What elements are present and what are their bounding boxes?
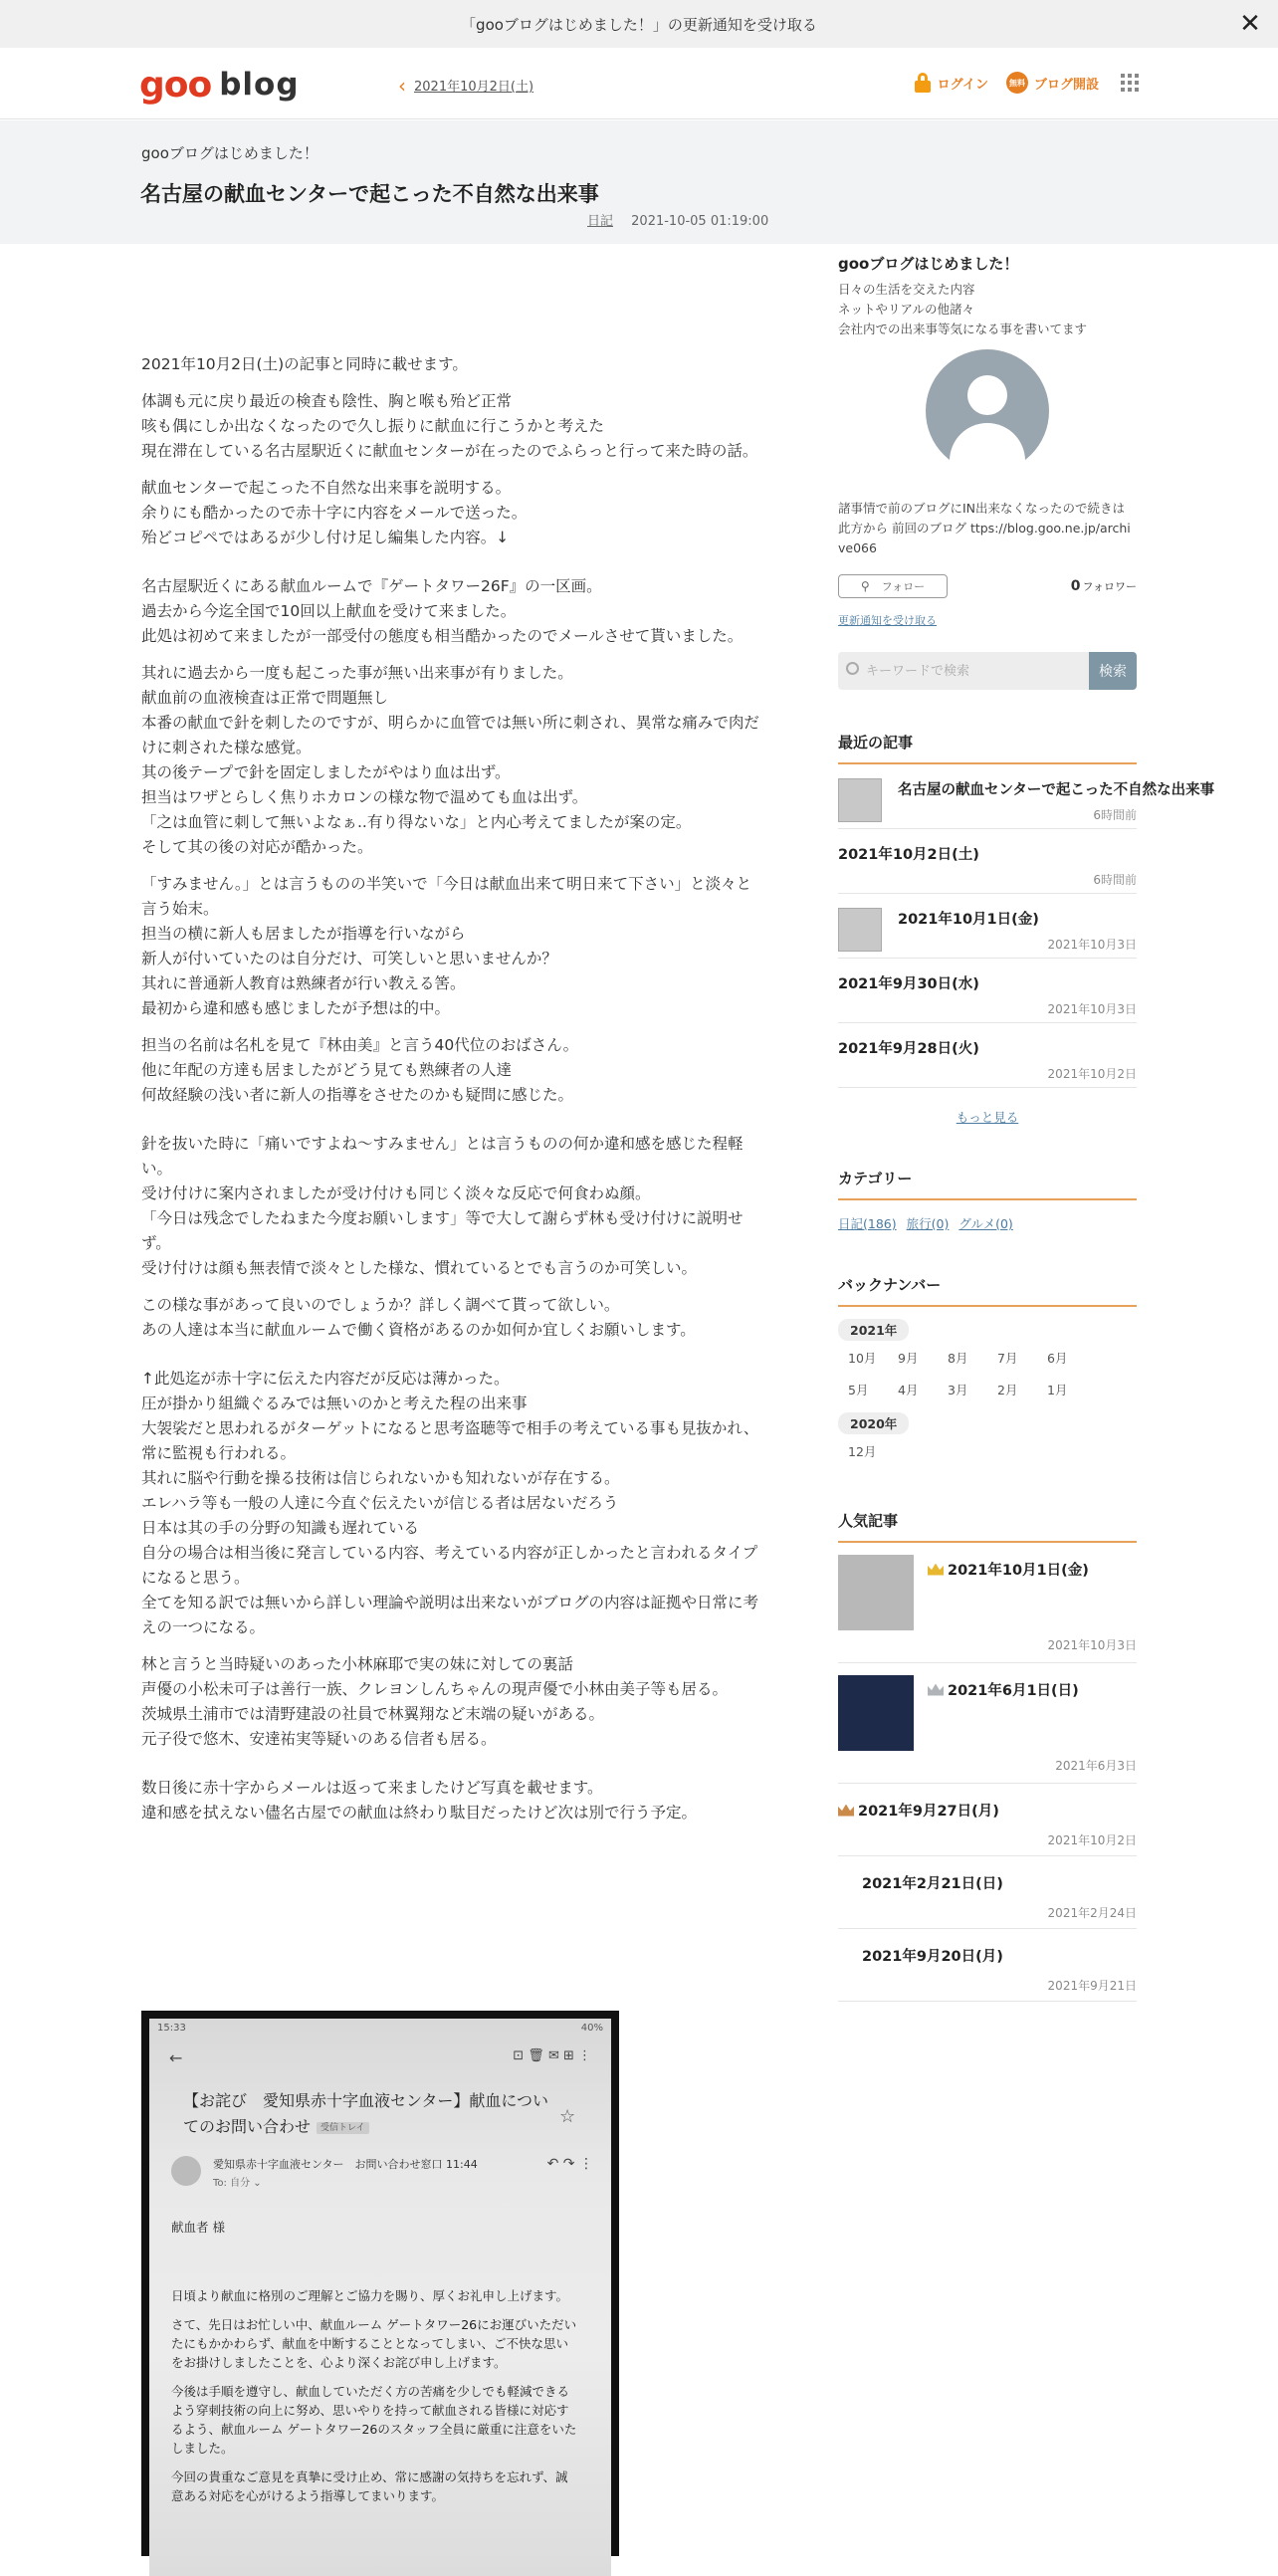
chevron-left-icon: ‹ xyxy=(398,73,406,98)
category-list xyxy=(838,1214,1137,1232)
month-link[interactable]: 8月 xyxy=(948,1351,968,1366)
popular-post-title[interactable] xyxy=(862,1872,1003,1893)
email-screenshot-photo xyxy=(141,2011,619,2556)
more-link[interactable]: もっと見る xyxy=(956,1110,1019,1125)
search-icon xyxy=(846,662,859,675)
sidebar xyxy=(838,253,1215,2002)
recent-post-date: 2021年10月3日 xyxy=(1047,1002,1137,1016)
backnumber-title: バックナンバー xyxy=(838,1274,1137,1307)
recent-post-item[interactable] xyxy=(838,1023,1137,1088)
article-paragraph: この様な事があって良いのでしょうか？詳しく調べて貰って欲しい。 あの人達は本当に献血ルームで働く資格があるのか如何か宜しくお願いします。 xyxy=(141,1296,696,1339)
recent-post-title[interactable]: 2021年9月28日(火) xyxy=(838,1041,979,1057)
post-datetime: 2021-10-05 01:19:00 xyxy=(631,214,769,229)
recent-post-date: 6時間前 xyxy=(1093,808,1137,822)
recent-post-title[interactable]: 2021年10月1日(金) xyxy=(898,912,1039,928)
mail-paragraph: 今回の貴重なご意見を真摯に受け止め、常に感謝の気持ちを忘れず、誠意ある対応を心がけるよう指導してまいります。 xyxy=(171,2469,568,2503)
category-title: カテゴリー xyxy=(838,1168,1137,1200)
article-paragraph: 献血センターで起こった不自然な出来事を説明する。 余りにも酷かったので赤十字に内容をメールで送った。 殆どコピペではあるが少し付け足し編集した内容。↓ xyxy=(141,479,528,546)
notify-link[interactable]: 更新通知を受け取る xyxy=(838,614,937,627)
page-title: 名古屋の献血センターで起こった不自然な出来事 xyxy=(140,182,599,206)
post-category-link[interactable]: 日記 xyxy=(587,214,614,229)
recent-post-item[interactable] xyxy=(838,764,1215,829)
month-link[interactable]: 6月 xyxy=(1047,1351,1068,1366)
popular-post-title[interactable] xyxy=(928,1679,1079,1700)
month-list xyxy=(848,1349,1137,1412)
avatar[interactable] xyxy=(926,349,1049,473)
crown-icon xyxy=(928,1684,944,1696)
post-thumbnail[interactable] xyxy=(838,1675,914,1751)
mail-paragraph: 今後は手順を遵守し、献血していただく方の苦痛を少しでも軽減できるよう穿刺技術の向上に努め、思いやりを持って献血される皆様に対応するよう、献血ルーム ゲートタワー26のスタッフ全員に厳重に注意をいたしました。 xyxy=(171,2384,577,2456)
update-notify-bar[interactable] xyxy=(0,0,1278,48)
article-paragraph: 2021年10月2日(土)の記事と同時に載せます。 xyxy=(141,355,468,373)
free-badge-icon: 無料 xyxy=(1006,72,1028,94)
popular-post-title[interactable] xyxy=(862,1945,1003,1966)
month-link[interactable]: 10月 xyxy=(848,1351,877,1366)
popular-post-date: 2021年9月21日 xyxy=(1047,1979,1137,1993)
mail-body xyxy=(171,2218,579,2515)
mail-subject: 【お詫び 愛知県赤十字血液センター】献血についてのお問い合わせ 受信トレイ xyxy=(183,2091,549,2136)
month-link[interactable]: 2月 xyxy=(997,1383,1018,1397)
recent-post-date: 6時間前 xyxy=(1093,873,1137,887)
login-link[interactable]: ログイン xyxy=(914,73,988,93)
blog-description: 日々の生活を交えた内容 ネットやリアルの他諸々 会社内での出来事等気になる事を書いてます xyxy=(838,282,1088,336)
article-paragraph: ↑此処迄が赤十字に伝えた内容だが反応は薄かった。 圧が掛かり組織ぐるみでは無いのかと考えた程の出来事 大袈裟だと思われるがターゲットになると思考盗聴等で相手の考えている事も見抜かれ、常に監視も行われる。 其れに脳や行動を操る技術は信じられないかも知れないが存在する。 エレハラ等も一般の人達に今直ぐ伝えたいが信じる者は居ないだろう 日本は其の手の分野の知識も遅れている 自分の場合は相当後に発言している内容、考えている内容が正しかったと言われるタイプになると思う。 全てを知る訳では無いから詳しい理論や説明は出来ないがブログの内容は証拠や日常に考えの一つになる。 xyxy=(141,1370,759,1636)
mail-sender: 愛知県赤十字血液センター お問い合わせ窓口 11:44 To: 自分 ⌄ ↶ ↷ ⋮ xyxy=(171,2154,601,2194)
month-link[interactable]: 12月 xyxy=(848,1444,877,1459)
article-paragraph: 針を抜いた時に「痛いですよね～すみません」とは言うものの何か違和感を感じた程軽い。 受け付けに案内されましたが受け付けも同じく淡々な反応で何食わぬ顔。 「今日は残念でしたねまた今度お願いします」等で大して謝らず林も受け付けに説明せず。 受け付けは顔も無表情で淡々とした様な、慣れているとでも言うのか可笑しい。 xyxy=(141,1135,744,1277)
crown-icon xyxy=(928,1564,944,1576)
follow-button[interactable]: ⚲ フォロー xyxy=(838,574,948,598)
lock-icon xyxy=(914,73,932,93)
post-thumbnail[interactable] xyxy=(838,908,882,952)
recent-post-date: 2021年10月3日 xyxy=(1047,938,1137,952)
article-paragraph: 担当の名前は名札を見て『林由美』と言う40代位のおばさん。 他に年配の方達も居ましたがどう見ても熟練者の人達 何故経験の浅い者に新人の指導をさせたのかも疑問に感じた。 xyxy=(141,1036,579,1104)
popular-post-date: 2021年6月3日 xyxy=(1055,1759,1137,1773)
post-thumbnail[interactable] xyxy=(838,1555,914,1630)
article-paragraph: 数日後に赤十字からメールは返って来ましたけど写真を載せます。 違和感を拭えない儘名古屋での献血は終わり駄目だったけど次は別で行う予定。 xyxy=(141,1779,698,1822)
popular-post-title[interactable] xyxy=(838,1800,999,1821)
article-paragraph: 其れに過去から一度も起こった事が無い出来事が有りました。 献血前の血液検査は正常で問題無し 本番の献血で針を刺したのですが、明らかに血管では無い所に刺され、異常な痛みで肉だけに刺された様な感覚。 其の後テープで針を固定しましたがやはり血は出ず。 担当はワザとらしく焦りホカロンの様な物で温めても血は出ず。 「之は血管に刺して無いよなぁ..有り得ないな」と内心考えてましたが案の定。 そして其の後の対応が酷かった。 xyxy=(141,664,759,856)
profile-text: 諸事情で前のブログにIN出来なくなったので続きは此方から 前回のブログ ttps://blog.goo.ne.jp/archive066 xyxy=(838,501,1131,555)
post-thumbnail[interactable] xyxy=(838,778,882,822)
follower-count: 0 フォロワー xyxy=(1070,578,1137,594)
popular-post-date: 2021年10月3日 xyxy=(1047,1638,1137,1652)
popular-post-title-text[interactable]: 2021年6月1日(日) xyxy=(948,1683,1079,1699)
recent-post-item[interactable] xyxy=(838,894,1137,959)
post-meta xyxy=(587,210,768,229)
recent-post-date: 2021年10月2日 xyxy=(1047,1067,1137,1081)
star-icon: ☆ xyxy=(559,2106,576,2127)
category-link[interactable]: 旅行(0) xyxy=(906,1216,950,1231)
phone-status-bar: 15:33 40% xyxy=(157,2023,603,2034)
reply-icons: ↶ ↷ ⋮ xyxy=(546,2156,593,2172)
follow-row xyxy=(838,574,1137,598)
search-box xyxy=(838,652,1137,690)
open-blog-link[interactable]: 無料 ブログ開設 xyxy=(1006,72,1099,94)
back-arrow-icon: ← xyxy=(169,2048,183,2067)
popular-post-title-text[interactable]: 2021年9月27日(月) xyxy=(858,1804,999,1820)
sidebar-blog-name[interactable]: gooブログはじめました！ xyxy=(838,255,1019,273)
popular-post-item[interactable] xyxy=(838,1543,1137,1663)
popular-post-title[interactable] xyxy=(928,1559,1089,1580)
popular-post-date: 2021年10月2日 xyxy=(1047,1833,1137,1847)
month-link[interactable]: 4月 xyxy=(898,1383,919,1397)
close-icon[interactable]: ✕ xyxy=(1239,9,1261,39)
recent-post-item[interactable] xyxy=(838,959,1137,1023)
blog-name[interactable]: gooブログはじめました！ xyxy=(141,144,319,162)
prev-article-label[interactable]: 2021年10月2日(土) xyxy=(414,80,534,95)
grid-menu-icon[interactable] xyxy=(1121,74,1139,92)
popular-post-item[interactable] xyxy=(838,1929,1137,2002)
inbox-tag: 受信トレイ xyxy=(317,2122,369,2134)
article-title-band xyxy=(0,120,1278,244)
sender-avatar xyxy=(171,2156,201,2186)
popular-title: 人気記事 xyxy=(838,1510,1137,1543)
update-notify-text[interactable]: 「gooブログはじめました！」の更新通知を受け取る xyxy=(461,15,817,34)
prev-article-link[interactable] xyxy=(398,73,534,98)
search-button[interactable]: 検索 xyxy=(1089,652,1137,690)
category-link[interactable]: 日記(186) xyxy=(838,1216,897,1231)
article-paragraph: 体調も元に戻り最近の検査も陰性、胸と喉も殆ど正常 咳も偶にしか出なくなったので久し振りに献血に行こうかと考えた 現在滞在している名古屋駅近くに献血センターが在ったのでふらっと行って来た時の話。 xyxy=(141,392,758,460)
person-icon: ⚲ xyxy=(860,579,870,593)
backnumber-list xyxy=(838,1319,1137,1474)
popular-post-item[interactable] xyxy=(838,1663,1137,1784)
header-actions xyxy=(896,72,1139,94)
month-link[interactable]: 9月 xyxy=(898,1351,919,1366)
article-body xyxy=(141,352,762,1837)
popular-post-date: 2021年2月24日 xyxy=(1047,1906,1137,1920)
popular-post-item[interactable] xyxy=(838,1856,1137,1929)
popular-post-title-text[interactable]: 2021年10月1日(金) xyxy=(948,1563,1089,1579)
recent-post-item[interactable] xyxy=(838,829,1137,894)
goo-blog-logo[interactable]: goo blog xyxy=(139,64,300,106)
popular-post-item[interactable] xyxy=(838,1784,1137,1856)
mail-paragraph: 献血者 様 xyxy=(171,2220,225,2235)
crown-icon xyxy=(838,1805,854,1817)
popular-post-title-text[interactable]: 2021年9月20日(月) xyxy=(862,1949,1003,1965)
month-link[interactable]: 1月 xyxy=(1047,1383,1068,1397)
mail-toolbar xyxy=(169,2048,591,2070)
month-link[interactable]: 7月 xyxy=(997,1351,1018,1366)
mail-paragraph: 日頃より献血に格別のご理解とご協力を賜り、厚くお礼申し上げます。 xyxy=(171,2288,569,2303)
month-link[interactable]: 3月 xyxy=(948,1383,968,1397)
popular-post-title-text[interactable]: 2021年2月21日(日) xyxy=(862,1876,1003,1892)
site-header xyxy=(0,48,1278,119)
mail-tools-icons: ⊡ 🗑 ✉ ⊞ ⋮ xyxy=(513,2048,591,2063)
popular-posts-list xyxy=(838,1543,1137,2002)
recent-posts-list xyxy=(838,764,1215,1088)
year-badge[interactable]: 2021年 xyxy=(838,1319,909,1341)
mail-paragraph: さて、先日はお忙しい中、献血ルーム ゲートタワー26にお運びいただいたにもかかわらず、献血を中断することとなってしまい、ご不快な思いをお掛けしましたことを、心より深くお詫び申し上げます。 xyxy=(171,2317,577,2370)
recent-post-title[interactable]: 2021年10月2日(土) xyxy=(838,847,979,863)
category-link[interactable]: グルメ(0) xyxy=(958,1216,1013,1231)
search-input[interactable] xyxy=(838,652,1089,690)
recent-post-title[interactable]: 2021年9月30日(水) xyxy=(838,976,979,992)
article-paragraph: 「すみません。」とは言うものの半笑いで「今日は献血出来て明日来て下さい」と淡々と言う始末。 担当の横に新人も居ましたが指導を行いながら 新人が付いていたのは自分だけ、可笑しいと思いませんか？ 其れに普通新人教育は熟練者が行い教える筈。 最初から違和感も感じましたが予想は的中。 xyxy=(141,875,752,1017)
phone-screen xyxy=(149,2019,611,2576)
recent-post-title[interactable]: 名古屋の献血センターで起こった不自然な出来事 xyxy=(898,782,1215,798)
article-paragraph: 名古屋駅近くにある献血ルームで『ゲートタワー26F』の一区画。 過去から今迄全国で10回以上献血を受けて来ました。 此処は初めて来ましたが一部受付の態度も相当酷かったのでメールさせて貰いました。 xyxy=(141,577,744,645)
article-paragraph: 林と言うと当時疑いのあった小林麻耶で実の妹に対しての裏話 声優の小松未可子は善行一族、クレヨンしんちゃんの現声優で小林由美子等も居る。 茨城県土浦市では清野建設の社員で林翼翔など末端の疑いがある。 元子役で悠木、安達祐実等疑いのある信者も居る。 xyxy=(141,1655,729,1748)
year-badge[interactable]: 2020年 xyxy=(838,1412,909,1434)
month-list xyxy=(848,1442,1137,1474)
month-link[interactable]: 5月 xyxy=(848,1383,869,1397)
recent-posts-title: 最近の記事 xyxy=(838,732,1137,764)
